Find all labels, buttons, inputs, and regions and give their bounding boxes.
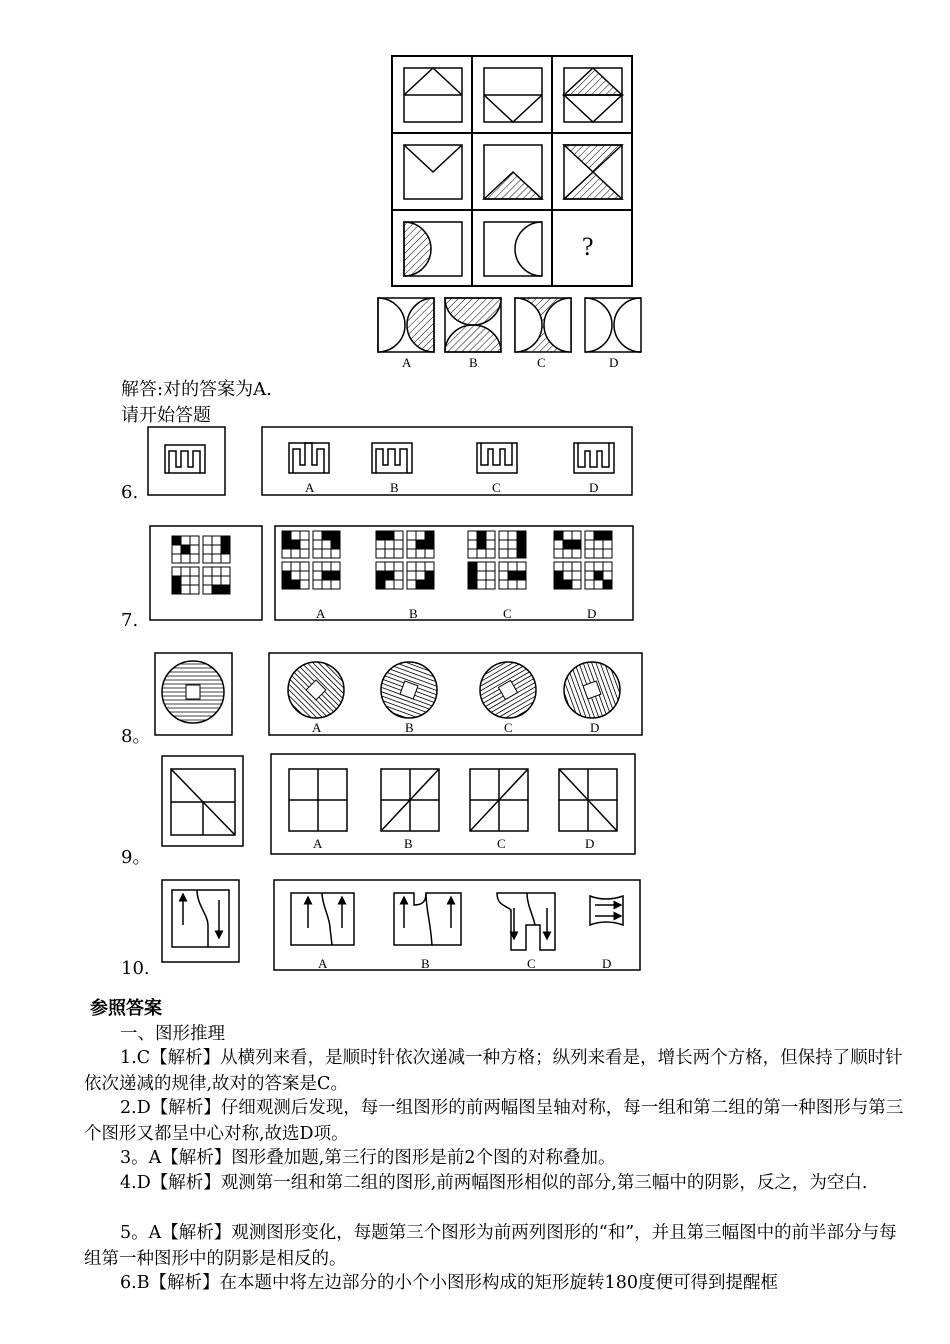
q9-option-c: C [497, 836, 506, 851]
q8-option-d: D [590, 720, 600, 735]
q10-option-c: C [527, 956, 536, 971]
answer-line: 解答:对的答案为A. [121, 379, 272, 400]
reference-title: 参照答案 [90, 998, 162, 1019]
q5-option-b-label: B [469, 355, 478, 370]
q10-option-a: A [318, 956, 328, 971]
reference-item-6: 6.B【解析】在本题中将左边部分的小个小图形构成的矩形旋转180度便可得到提醒框 [120, 1273, 778, 1293]
reference-section: 一、图形推理 [120, 1024, 225, 1044]
reference-item-1: 1.C【解析】从横列来看，是顺时针依次递减一种方格；纵列来看是，增长两个方格，但保持了顺时针依次递减的规律,故对的答案是C。 [84, 1048, 903, 1094]
q8-option-a: A [312, 720, 322, 735]
q6-option-b: B [390, 480, 399, 495]
q6-number: 6. [121, 482, 139, 503]
reference-item-5: 5。A【解析】观测图形变化，每题第三个图形为前两列图形的“和”，并且第三幅图中的前半部分与每组第一种图形中的阴影是相反的。 [84, 1223, 897, 1269]
q5-option-c-label: C [537, 355, 546, 370]
q8-number: 8。 [121, 726, 151, 747]
q6-option-d: D [589, 480, 599, 495]
start-line: 请开始答题 [121, 405, 211, 426]
q10-number: 10. [121, 958, 150, 979]
q7-option-a: A [316, 606, 326, 621]
q9-option-b: B [404, 836, 413, 851]
reference-item-4: 4.D【解析】观测第一组和第二组的图形,前两幅图形相似的部分,第三幅中的阴影，反之，为空白. [120, 1173, 868, 1193]
q10-option-b: B [421, 956, 430, 971]
q7-number: 7. [121, 610, 139, 631]
q7-option-d: D [587, 606, 597, 621]
q7-option-c: C [503, 606, 512, 621]
reference-item-3: 3。A【解析】图形叠加题,第三行的图形是前2个图的对称叠加。 [120, 1148, 616, 1168]
q5-option-d-label: D [609, 355, 619, 370]
q8-option-b: B [405, 720, 414, 735]
q6-option-c: C [492, 480, 501, 495]
q7-option-b: B [409, 606, 418, 621]
q9-option-a: A [313, 836, 323, 851]
q6-option-a: A [305, 480, 315, 495]
reference-item-2: 2.D【解析】仔细观测后发现，每一组图形的前两幅图呈轴对称，每一组和第二组的第一种图形与第三个图形又都呈中心对称,故选D项。 [84, 1098, 904, 1144]
q8-option-c: C [504, 720, 513, 735]
q5-option-a-label: A [402, 355, 412, 370]
q9-option-d: D [585, 836, 595, 851]
q9-number: 9。 [121, 847, 151, 868]
question-mark: ? [582, 232, 594, 261]
q10-option-d: D [602, 956, 612, 971]
